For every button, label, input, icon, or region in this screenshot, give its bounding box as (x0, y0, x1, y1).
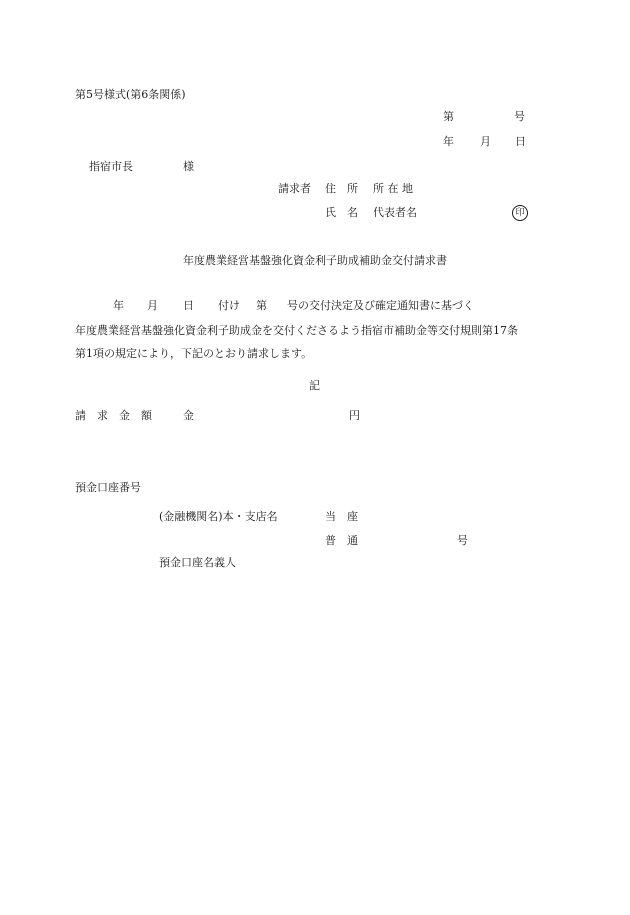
document-title: 年度農業経営基盤強化資金利子助成補助金交付請求書 (183, 254, 447, 267)
amount-yen: 円 (349, 409, 360, 422)
amount-label: 請 求 金 額 (75, 409, 152, 422)
name-label: 氏 名 (325, 206, 358, 219)
recipient-honorific: 様 (183, 160, 194, 173)
representative-label: 代表者名 (373, 206, 417, 219)
address-sub-label: 所 在 地 (373, 182, 413, 195)
body-dai: 第 (256, 299, 267, 312)
ref-go: 号 (514, 110, 525, 123)
account-type-touza: 当 座 (325, 510, 358, 523)
applicant-label: 請求者 (278, 182, 311, 195)
address-label: 住 所 (325, 182, 358, 195)
seal-icon: 印 (512, 205, 528, 221)
account-type-futsu: 普 通 (325, 534, 358, 547)
amount-kin: 金 (183, 409, 194, 422)
body-month: 月 (147, 299, 158, 312)
date-year: 年 (443, 135, 454, 148)
account-title: 預金口座番号 (75, 481, 141, 494)
ki-heading: 記 (309, 379, 320, 392)
body-day: 日 (183, 299, 194, 312)
date-month: 月 (480, 135, 491, 148)
form-number: 第5号様式(第6条関係) (75, 88, 186, 101)
body-year: 年 (113, 299, 124, 312)
account-holder-label: 預金口座名義人 (159, 556, 236, 569)
body-line3: 第1項の規定により，下記のとおり請求します。 (75, 347, 313, 360)
date-day: 日 (515, 135, 526, 148)
ref-dai: 第 (443, 110, 454, 123)
bank-branch-label: (金融機関名)本・支店名 (159, 510, 278, 523)
body-line2: 年度農業経営基盤強化資金利子助成金を交付くださるよう指宿市補助金等交付規則第17条 (75, 324, 518, 337)
recipient-name: 指宿市長 (89, 160, 133, 173)
body-line1-rest: 号の交付決定及び確定通知書に基づく (287, 299, 474, 312)
body-tsuke: 付け (218, 299, 240, 312)
account-number-go: 号 (457, 534, 468, 547)
